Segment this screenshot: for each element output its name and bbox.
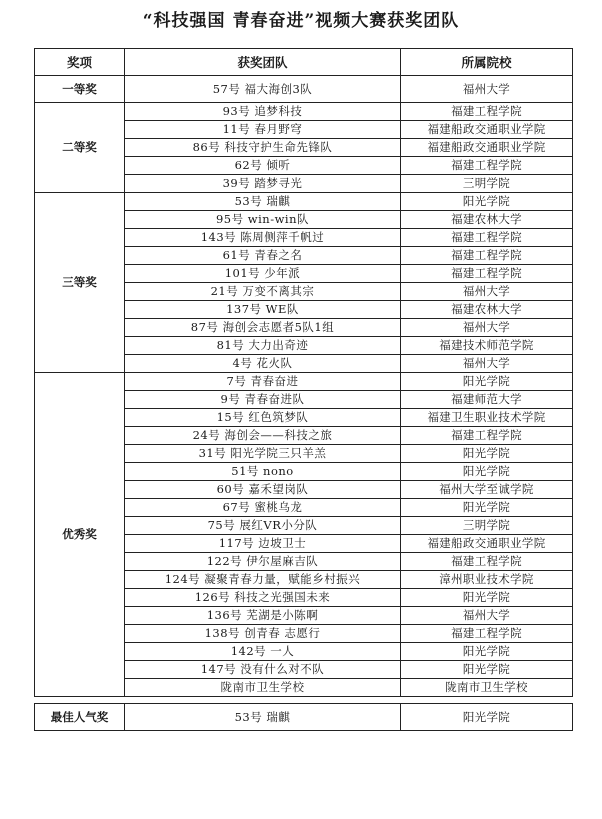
team-cell: 143号 陈周侧萍千帆过 xyxy=(125,229,401,247)
school-cell: 福建船政交通职业学院 xyxy=(401,121,573,139)
school-cell: 福建工程学院 xyxy=(401,625,573,643)
school-cell: 福建工程学院 xyxy=(401,103,573,121)
school-cell: 阳光学院 xyxy=(401,661,573,679)
team-cell: 87号 海创会志愿者5队1组 xyxy=(125,319,401,337)
school-cell: 福建技术师范学院 xyxy=(401,337,573,355)
header-school: 所属院校 xyxy=(401,49,573,76)
school-cell: 福州大学 xyxy=(401,76,573,103)
team-cell: 7号 青春奋进 xyxy=(125,373,401,391)
table-row xyxy=(35,76,573,103)
team-cell: 124号 凝聚青春力量，赋能乡村振兴 xyxy=(125,571,401,589)
team-cell: 31号 阳光学院三只羊羔 xyxy=(125,445,401,463)
school-cell: 阳光学院 xyxy=(401,373,573,391)
page-title: “科技强国 青春奋进”视频大赛获奖团队 xyxy=(142,11,460,31)
team-cell: 126号 科技之光强国未来 xyxy=(125,589,401,607)
header-award: 奖项 xyxy=(35,49,125,76)
table-row xyxy=(35,704,573,731)
team-cell: 4号 花火队 xyxy=(125,355,401,373)
award-level-cell: 优秀奖 xyxy=(35,373,125,697)
school-cell: 阳光学院 xyxy=(401,704,573,731)
school-cell: 福建船政交通职业学院 xyxy=(401,535,573,553)
team-cell: 137号 WE队 xyxy=(125,301,401,319)
school-cell: 陇南市卫生学校 xyxy=(401,679,573,697)
team-cell: 117号 边坡卫士 xyxy=(125,535,401,553)
team-cell: 53号 瑞麒 xyxy=(125,193,401,211)
team-cell: 51号 nono xyxy=(125,463,401,481)
spacer-cell xyxy=(35,697,125,704)
team-cell: 57号 福大海创3队 xyxy=(125,76,401,103)
school-cell: 福建工程学院 xyxy=(401,553,573,571)
team-cell: 9号 青春奋进队 xyxy=(125,391,401,409)
team-cell: 138号 创青春 志愿行 xyxy=(125,625,401,643)
school-cell: 福建工程学院 xyxy=(401,265,573,283)
team-cell: 67号 蜜桃乌龙 xyxy=(125,499,401,517)
team-cell: 81号 大力出奇迹 xyxy=(125,337,401,355)
school-cell: 福建农林大学 xyxy=(401,211,573,229)
team-cell: 95号 win-win队 xyxy=(125,211,401,229)
school-cell: 福州大学 xyxy=(401,607,573,625)
team-cell: 75号 展红VR小分队 xyxy=(125,517,401,535)
team-cell: 142号 一人 xyxy=(125,643,401,661)
table-header-row xyxy=(35,49,573,76)
table-row xyxy=(35,103,573,121)
group-spacer xyxy=(35,697,573,704)
team-cell: 53号 瑞麒 xyxy=(125,704,401,731)
school-cell: 三明学院 xyxy=(401,175,573,193)
school-cell: 阳光学院 xyxy=(401,463,573,481)
school-cell: 阳光学院 xyxy=(401,193,573,211)
awards-table-body xyxy=(35,76,573,731)
team-cell: 39号 踏梦寻光 xyxy=(125,175,401,193)
school-cell: 阳光学院 xyxy=(401,499,573,517)
school-cell: 福建工程学院 xyxy=(401,157,573,175)
school-cell: 福州大学至诚学院 xyxy=(401,481,573,499)
team-cell: 21号 万变不离其宗 xyxy=(125,283,401,301)
school-cell: 阳光学院 xyxy=(401,445,573,463)
team-cell: 15号 红色筑梦队 xyxy=(125,409,401,427)
school-cell: 福州大学 xyxy=(401,283,573,301)
team-cell: 11号 春月野穹 xyxy=(125,121,401,139)
school-cell: 三明学院 xyxy=(401,517,573,535)
school-cell: 福建师范大学 xyxy=(401,391,573,409)
school-cell: 福建卫生职业技术学院 xyxy=(401,409,573,427)
school-cell: 福州大学 xyxy=(401,319,573,337)
school-cell: 漳州职业技术学院 xyxy=(401,571,573,589)
school-cell: 福建船政交通职业学院 xyxy=(401,139,573,157)
award-level-cell: 二等奖 xyxy=(35,103,125,193)
award-level-cell: 最佳人气奖 xyxy=(35,704,125,731)
team-cell: 147号 没有什么对不队 xyxy=(125,661,401,679)
school-cell: 阳光学院 xyxy=(401,643,573,661)
team-cell: 122号 伊尔屋麻吉队 xyxy=(125,553,401,571)
school-cell: 福建工程学院 xyxy=(401,247,573,265)
team-cell: 101号 少年派 xyxy=(125,265,401,283)
table-row xyxy=(35,193,573,211)
spacer-cell xyxy=(401,697,573,704)
header-team: 获奖团队 xyxy=(125,49,401,76)
team-cell: 136号 芜湖是小陈啊 xyxy=(125,607,401,625)
school-cell: 阳光学院 xyxy=(401,589,573,607)
table-row xyxy=(35,373,573,391)
team-cell: 86号 科技守护生命先锋队 xyxy=(125,139,401,157)
school-cell: 福建工程学院 xyxy=(401,427,573,445)
team-cell: 62号 倾听 xyxy=(125,157,401,175)
spacer-cell xyxy=(125,697,401,704)
awards-table xyxy=(34,48,573,731)
team-cell: 61号 青春之名 xyxy=(125,247,401,265)
team-cell: 陇南市卫生学校 xyxy=(125,679,401,697)
award-level-cell: 三等奖 xyxy=(35,193,125,373)
award-level-cell: 一等奖 xyxy=(35,76,125,103)
team-cell: 60号 嘉禾望岗队 xyxy=(125,481,401,499)
school-cell: 福州大学 xyxy=(401,355,573,373)
school-cell: 福建农林大学 xyxy=(401,301,573,319)
team-cell: 24号 海创会——科技之旅 xyxy=(125,427,401,445)
team-cell: 93号 追梦科技 xyxy=(125,103,401,121)
school-cell: 福建工程学院 xyxy=(401,229,573,247)
